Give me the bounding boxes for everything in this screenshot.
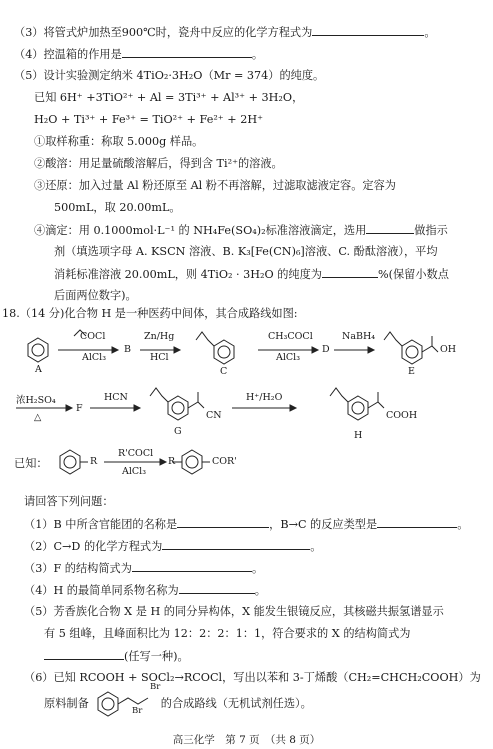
q18-5-line1: （5）芳香族化合物 X 是 H 的同分异构体，X 能发生银镜反应，其核磁共振氢谱显示 [24, 605, 444, 618]
step3: ③还原：加入过量 Al 粉还原至 Al 粉不再溶解，过滤取滤液定容。定容为 [34, 179, 396, 192]
benzene-ring-icon [28, 338, 48, 362]
label-B: B [124, 344, 131, 355]
q18-2-blank[interactable] [162, 538, 310, 550]
step2: ②酸溶：用足量硫酸溶解后，得到含 Ti²⁺的溶液。 [34, 157, 283, 170]
q3-answer-blank[interactable] [312, 24, 424, 36]
q18-title: 18.（14 分)化合物 H 是一种医药中间体，其合成路线如图: [2, 307, 298, 320]
known-R-product: R [168, 456, 176, 467]
q18-1-mid: ，B→C 的反应类型是 [269, 518, 378, 531]
q18-1-text: （1）B 中所含官能团的名称是 [24, 518, 178, 531]
q18-6-end: 的合成路线（无机试剂任选）。 [160, 697, 312, 710]
reagent-3-top: CH₃COCl [268, 331, 313, 342]
group-COOH: COOH [386, 410, 418, 421]
q18-3-blank[interactable] [132, 560, 252, 572]
reagent-5-top: 浓H₂SO₄ [16, 395, 56, 406]
reagent-2-top: Zn/Hg [144, 331, 175, 342]
reagent-3-bottom: AlCl₃ [276, 352, 301, 363]
q5-title: （5）设计实验测定纳米 4TiO₂·3H₂O（Mr = 374）的纯度。 [14, 69, 325, 82]
q18-1-blank-a[interactable] [177, 516, 269, 528]
q18-1-blank-b[interactable] [377, 516, 457, 528]
q18-4-end: 。 [254, 584, 266, 597]
known-eq1: 已知 6H⁺ +3TiO²⁺ + Al = 3Ti³⁺ + Al³⁺ + 3H₂O， [34, 91, 304, 104]
label-H: H [354, 430, 363, 441]
q18-6-line2 [44, 696, 312, 711]
q18-4 [24, 582, 266, 598]
q18-5-blank[interactable] [44, 648, 124, 660]
scheme-row-2 [0, 382, 493, 442]
q18-1-end: 。 [457, 518, 469, 531]
known-reagent-top: R'COCl [118, 448, 154, 459]
label-G: G [174, 426, 182, 437]
q18-3 [24, 560, 263, 576]
q18-2-text: （2）C→D 的化学方程式为 [24, 540, 163, 553]
q18-2-end: 。 [310, 540, 322, 553]
known-label: 已知： [14, 457, 48, 470]
label-C: C [220, 366, 228, 377]
page-footer: 高三化学 第 7 页 （共 8 页） [172, 734, 321, 746]
q3-line [14, 24, 436, 40]
reagent-1-bottom: AlCl₃ [82, 352, 107, 363]
group-Br-1: Br [150, 682, 161, 692]
step1: ①取样称重：称取 5.000g 样品。 [34, 135, 204, 148]
q4-answer-blank[interactable] [122, 46, 252, 58]
q3-text: （3）将管式炉加热至900℃时，瓷舟中反应的化学方程式为 [14, 26, 313, 39]
questions-intro: 请回答下列问题： [24, 495, 114, 508]
q18-3-end: 。 [251, 562, 264, 575]
purity-line [54, 266, 449, 282]
q18-6-line1: （6）已知 RCOOH + SOCl₂→RCOCl，写出以苯和 3-丁烯酸（CH₂=CHCH₂COOH）为 [24, 671, 481, 684]
step4-text: ④滴定：用 0.1000mol·L⁻¹ 的 NH₄Fe(SO₄)₂标准溶液滴定，选用 [34, 224, 367, 237]
q3-end: 。 [424, 26, 436, 39]
label-F: F [76, 403, 83, 414]
q18-5-line2 [44, 626, 410, 641]
group-OH: OH [440, 344, 457, 355]
label-A: A [35, 364, 42, 375]
purity-blank[interactable] [322, 266, 378, 278]
reagent-6-top: HCN [104, 392, 128, 403]
q18-5-end: (任写一种)。 [124, 650, 189, 663]
q18-5-line3 [44, 648, 189, 664]
step4-line [34, 222, 448, 238]
reagent-4-top: NaBH₄ [342, 331, 376, 342]
reagent-7-top: H⁺/H₂O [246, 392, 283, 403]
reagent-2-bottom: HCl [150, 352, 169, 363]
known-R: R [90, 456, 98, 467]
group-CN: CN [206, 410, 222, 421]
known-reagent-bottom: AlCl₃ [122, 466, 147, 477]
purity-note: 后面两位数字)。 [54, 289, 137, 302]
known-eq2: H₂O + Ti³⁺ + Fe³⁺ = TiO²⁺ + Fe²⁺ + 2H⁺ [34, 113, 263, 126]
step4-options: 剂（填选项字母 A. KSCN 溶液、B. K₃[Fe(CN)₆]溶液、C. 酚酞溶液），平均 [54, 245, 438, 258]
q4-end: 。 [251, 48, 264, 61]
purity-end: %(保留小数点 [378, 268, 449, 281]
group-Br-2: Br [132, 706, 143, 716]
indicator-blank[interactable] [366, 222, 414, 234]
known-reaction [0, 442, 493, 482]
q18-1 [24, 516, 468, 532]
scheme-row-1 [0, 322, 493, 382]
q18-4-blank[interactable] [179, 582, 255, 594]
reagent-5-bottom: △ [34, 412, 42, 423]
step3-cont: 500mL，取 20.00mL。 [54, 201, 181, 214]
q18-5-text: 有 5 组峰，且峰面积比为 12：2：2：1：1，符合要求的 X 的结构简式为 [44, 627, 411, 640]
known-COR: COR' [212, 456, 237, 467]
q18-2 [24, 538, 321, 554]
label-D: D [322, 344, 330, 355]
step4-end: 做指示 [414, 224, 448, 237]
q18-6-prefix: 原料制备 [44, 697, 89, 710]
q4-line [14, 46, 263, 62]
q18-3-text: （3）F 的结构简式为 [24, 562, 132, 575]
purity-text: 消耗标准溶液 20.00mL，则 4TiO₂ · 3H₂O 的纯度为 [54, 268, 322, 281]
reagent-1-top: COCl [80, 331, 106, 342]
label-E: E [408, 366, 415, 377]
q18-4-text: （4）H 的最简单同系物名称为 [24, 584, 179, 597]
q4-text: （4）控温箱的作用是 [14, 48, 122, 61]
